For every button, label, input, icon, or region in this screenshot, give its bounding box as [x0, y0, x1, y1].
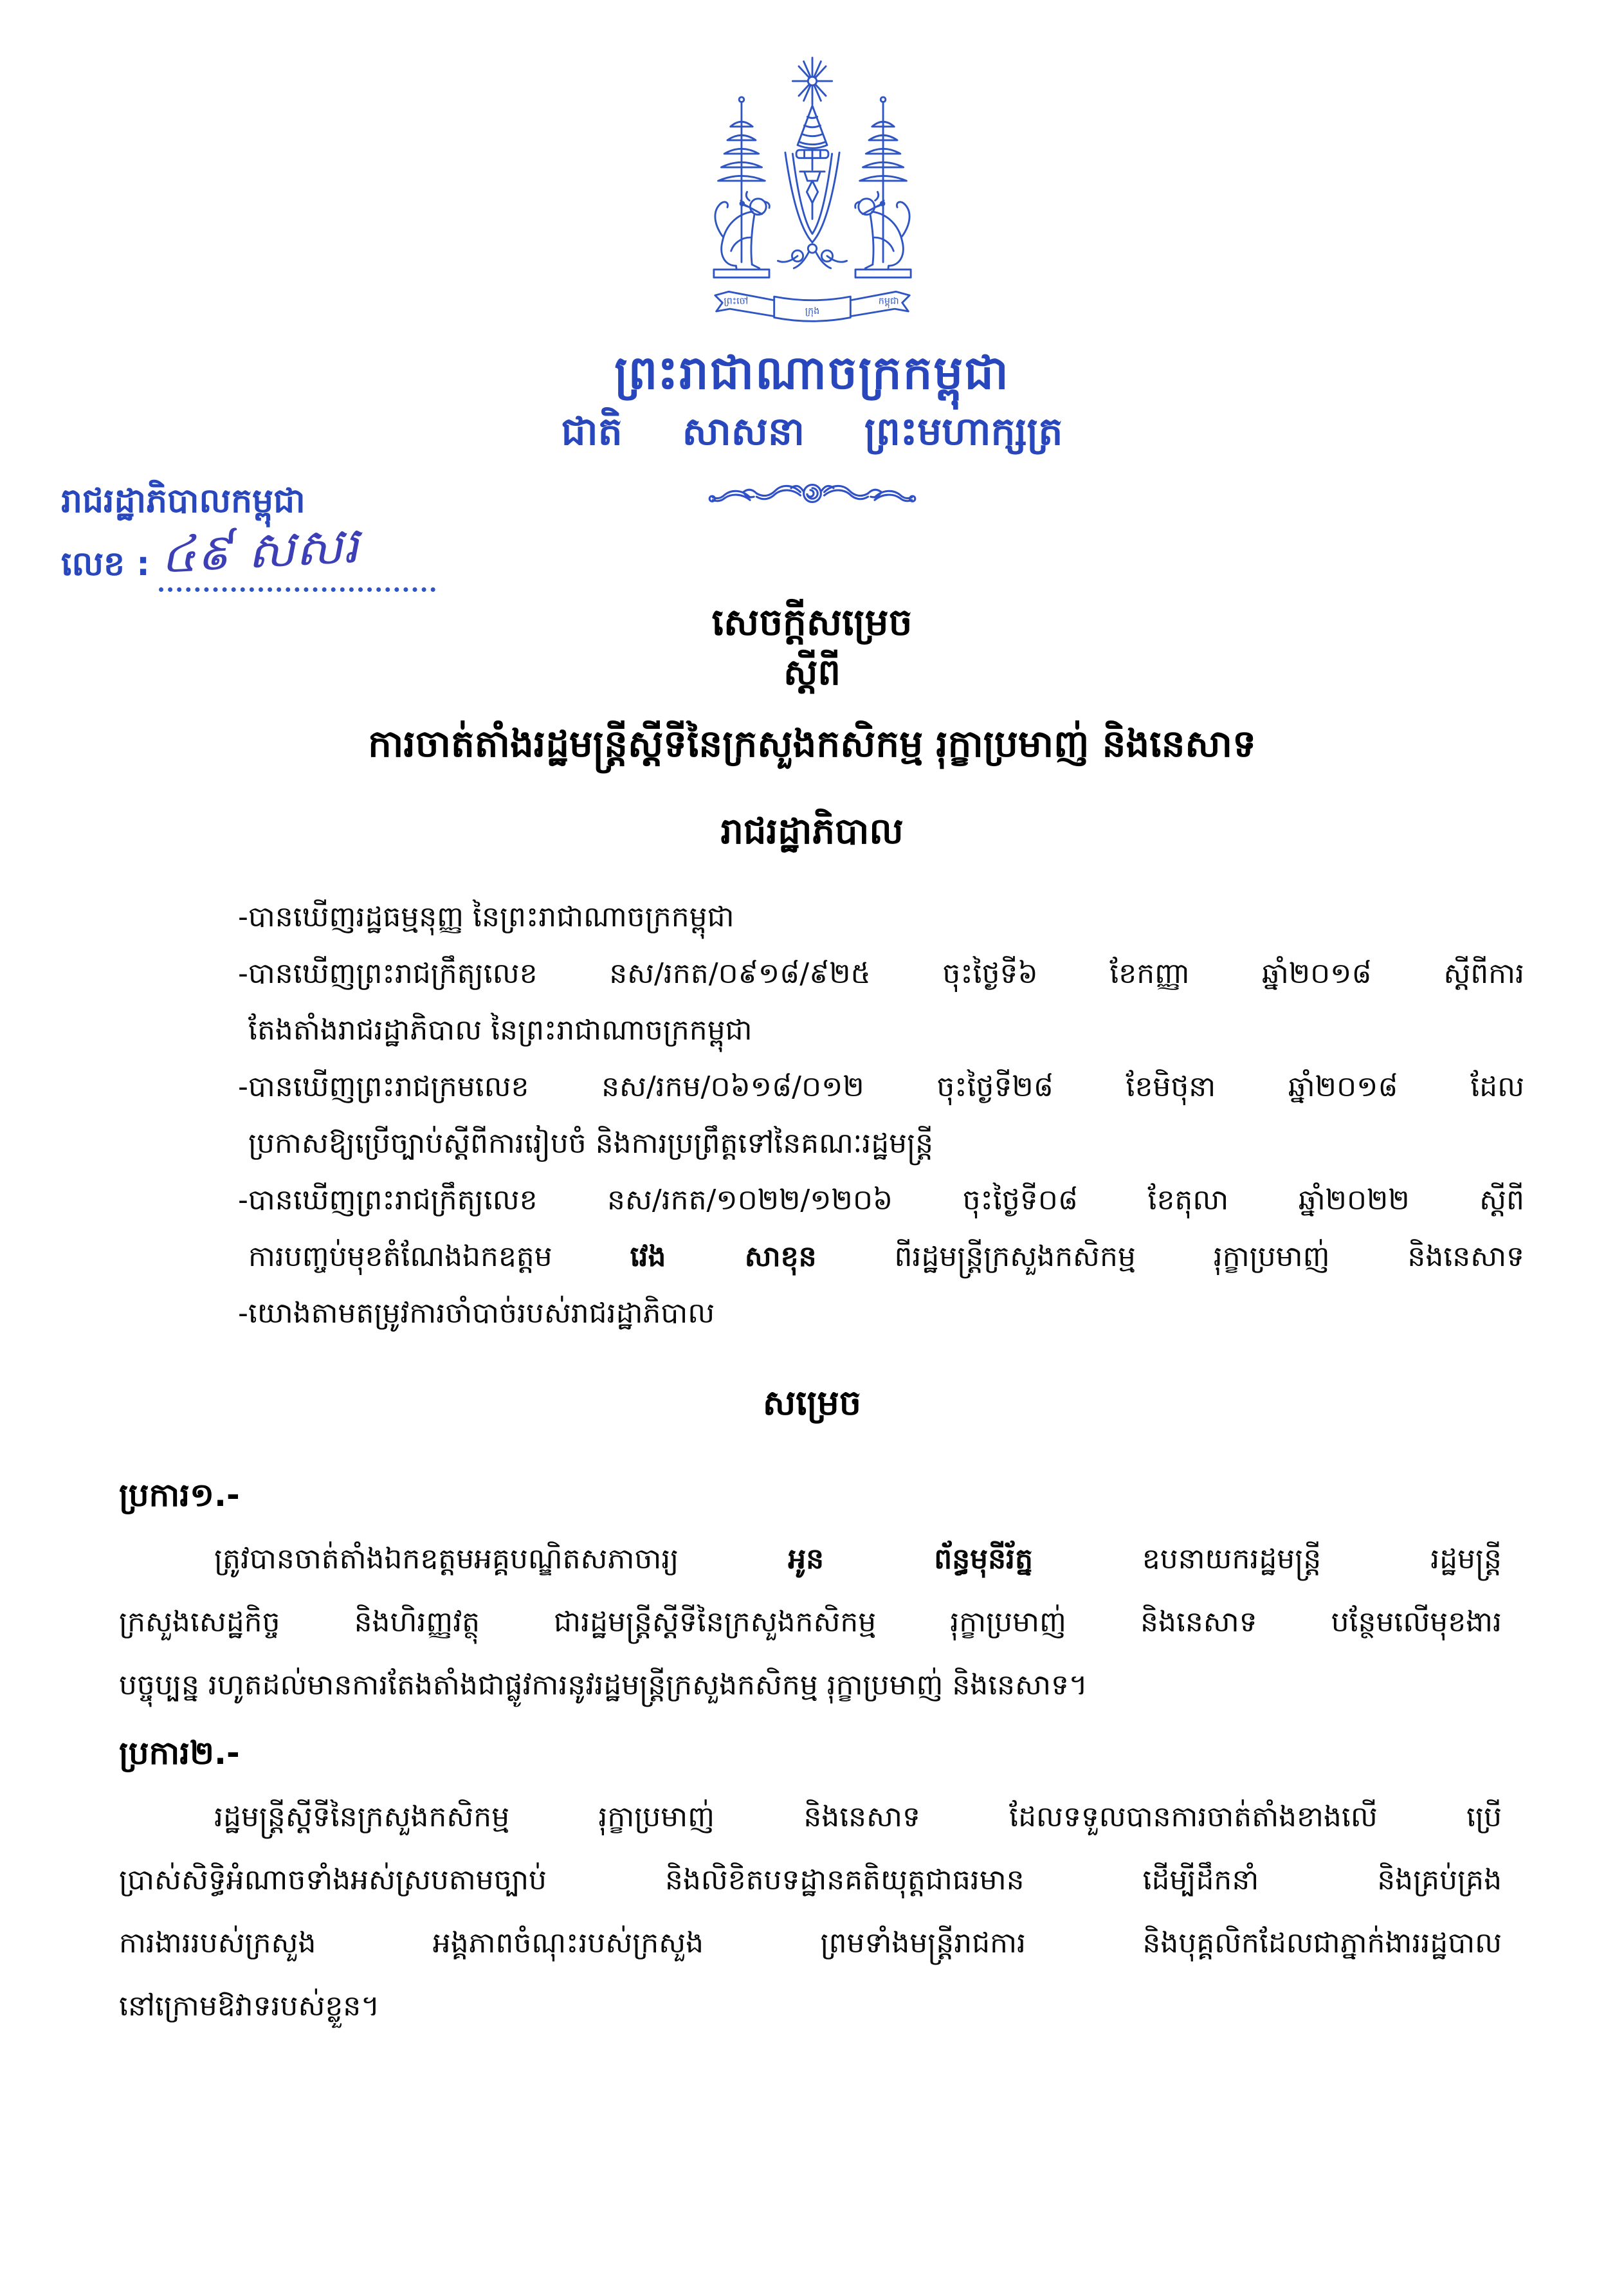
document-header: [0, 0, 1624, 515]
preamble-line: [238, 946, 1524, 1002]
preamble-line: [238, 889, 1524, 946]
subject-line: ការចាត់តាំងរដ្ឋមន្ត្រីស្តីទីនៃក្រសួងកសិកម្ម រុក្ខាប្រមាញ់ និងនេសាទ: [368, 721, 1256, 766]
article-text: ប្រាស់សិទ្ធិអំណាចទាំងអស់ស្របតាមច្បាប់ និងលិខិតបទដ្ឋានគតិយុត្តជាធរមាន ដើម្បីដឹកនាំ និងគ្រប់គ្រង: [119, 1864, 1502, 1897]
article-line: [119, 1591, 1502, 1654]
article-text: ត្រូវបានចាត់តាំងឯកឧត្តមអគ្គបណ្ឌិតសភាចារ្យ: [214, 1543, 789, 1576]
preamble-text: -យោងតាមតម្រូវការចាំបាច់របស់រាជរដ្ឋាភិបាល: [238, 1297, 715, 1330]
banner-ribbon: [715, 291, 909, 321]
kingdom-title: ព្រះរាជាណាចក្រកម្ពុជា: [614, 345, 1010, 399]
article-text: រដ្ឋមន្ត្រីស្តីទីនៃក្រសួងកសិកម្ម រុក្ខាប្រមាញ់ និងនេសាទ ដែលទទួលបានការចាត់តាំងខាងលើ ប្រើ: [214, 1801, 1502, 1834]
preamble-text: តែងតាំងរាជរដ្ឋាភិបាល នៃព្រះរាជាណាចក្រកម្ពុជា: [248, 1014, 753, 1047]
article-2-heading: ប្រការ២.-: [119, 1734, 240, 1772]
royal-arms-icon: [676, 53, 949, 340]
preamble-line: [238, 1002, 1524, 1059]
article-text: ក្រសួងសេដ្ឋកិច្ច និងហិរញ្ញវត្ថុ ជារដ្ឋមន្ត្រីស្តីទីនៃក្រសួងកសិកម្ម រុក្ខាប្រមាញ់ និងនេសាទ បន្ថែមលើមុខងារ: [119, 1606, 1502, 1639]
letterhead: [61, 481, 435, 592]
preamble-text: -បានឃើញព្រះរាជក្រឹត្យលេខ នស/រកត/១០២២/១២០៦ ចុះថ្ងៃទី០៨ ខែតុលា ឆ្នាំ២០២២ ស្តីពី: [238, 1184, 1524, 1217]
article-1-body: [119, 1528, 1502, 1717]
preamble-text: -បានឃើញព្រះរាជក្រមលេខ នស/រកម/០៦១៨/០១២ ចុះថ្ងៃទី២៨ ខែមិថុនា ឆ្នាំ២០១៨ ដែល: [238, 1070, 1524, 1104]
preamble-text: ពីរដ្ឋមន្ត្រីក្រសួងកសិកម្ម រុក្ខាប្រមាញ់ និងនេសាទ: [816, 1240, 1524, 1274]
document-number-row: [61, 517, 435, 592]
royal-arms-emblem: [0, 53, 1624, 340]
article-line: [119, 1786, 1502, 1849]
preamble-text: ប្រកាសឱ្យប្រើច្បាប់ស្តីពីការរៀបចំ និងការប្រព្រឹត្តទៅនៃគណៈរដ្ឋមន្ត្រី: [248, 1127, 934, 1161]
banner-text-center: ក្រុង: [805, 306, 819, 317]
banner-text-right: កម្ពុជា: [878, 296, 899, 307]
preamble-line: [238, 1059, 1524, 1115]
crown-cone: [796, 106, 828, 158]
article-line: [119, 1912, 1502, 1975]
article-text: ការងាររបស់ក្រសួង អង្គភាពចំណុះរបស់ក្រសួង ព្រមទាំងមន្ត្រីរាជការ និងបុគ្គលិកដែលជាភ្នាក់ងាររដ្ឋបាល: [119, 1927, 1502, 1960]
article-text: នៅក្រោមឱវាទរបស់ខ្លួន។: [119, 1990, 380, 2023]
article-text: បច្ចុប្បន្ន រហូតដល់មានការតែងតាំងជាផ្លូវការនូវរដ្ឋមន្ត្រីក្រសួងកសិកម្ម រុក្ខាប្រមាញ់ និងនេសាទ។: [119, 1669, 1088, 1702]
preamble-line: [238, 1229, 1524, 1285]
article-line: [119, 1975, 1502, 2038]
preamble-text: ការបញ្ចប់មុខតំណែងឯកឧត្តម: [248, 1240, 630, 1274]
title-block: [0, 597, 1624, 856]
article-line: [119, 1528, 1502, 1591]
floral-scroll: [778, 244, 846, 268]
handwritten-number: ៤៩ សសរ: [159, 517, 360, 585]
preamble-line: [238, 1115, 1524, 1172]
number-dotted-line: [159, 517, 435, 592]
decision-title: សេចក្តីសម្រេច: [711, 600, 913, 644]
preamble: [238, 889, 1524, 1342]
national-motto: ជាតិ សាសនា ព្រះមហាក្សត្រ: [561, 409, 1063, 454]
ornamental-scroll-divider-icon: [706, 475, 918, 512]
government-label: រាជរដ្ឋាភិបាលកម្ពុជា: [61, 482, 306, 520]
official-name: វេង សាខុន: [630, 1240, 817, 1274]
article-line: [119, 1849, 1502, 1912]
subject-preposition: ស្តីពី: [783, 652, 841, 694]
article-2-body: [119, 1786, 1502, 2038]
star-rays: [792, 58, 832, 105]
article-1-heading: ប្រការ១.-: [119, 1476, 240, 1514]
royal-parasol: [718, 97, 765, 262]
articles: [119, 1474, 1502, 2038]
preamble-text: -បានឃើញព្រះរាជក្រឹត្យលេខ នស/រកត/០៩១៨/៩២៥ ចុះថ្ងៃទី៦ ខែកញ្ញា ឆ្នាំ២០១៨ ស្តីពីការ: [238, 957, 1524, 991]
preamble-line: [238, 1285, 1524, 1342]
article-text: ឧបនាយករដ្ឋមន្ត្រី រដ្ឋមន្ត្រី: [1032, 1543, 1502, 1576]
decision-heading: សម្រេច: [762, 1382, 862, 1424]
preamble-line: [238, 1172, 1524, 1229]
number-label: លេខ :: [61, 545, 150, 584]
article-line: [119, 1654, 1502, 1717]
official-name: អូន ព័ន្ធមុនីរ័ត្ន: [788, 1543, 1033, 1576]
preamble-text: -បានឃើញរដ្ឋធម្មនុញ្ញ នៃព្រះរាជាណាចក្រកម្ពុជា: [238, 901, 734, 934]
issuing-authority: រាជរដ្ឋាភិបាល: [720, 810, 904, 852]
banner-text-left: ព្រះចៅ: [723, 296, 748, 307]
